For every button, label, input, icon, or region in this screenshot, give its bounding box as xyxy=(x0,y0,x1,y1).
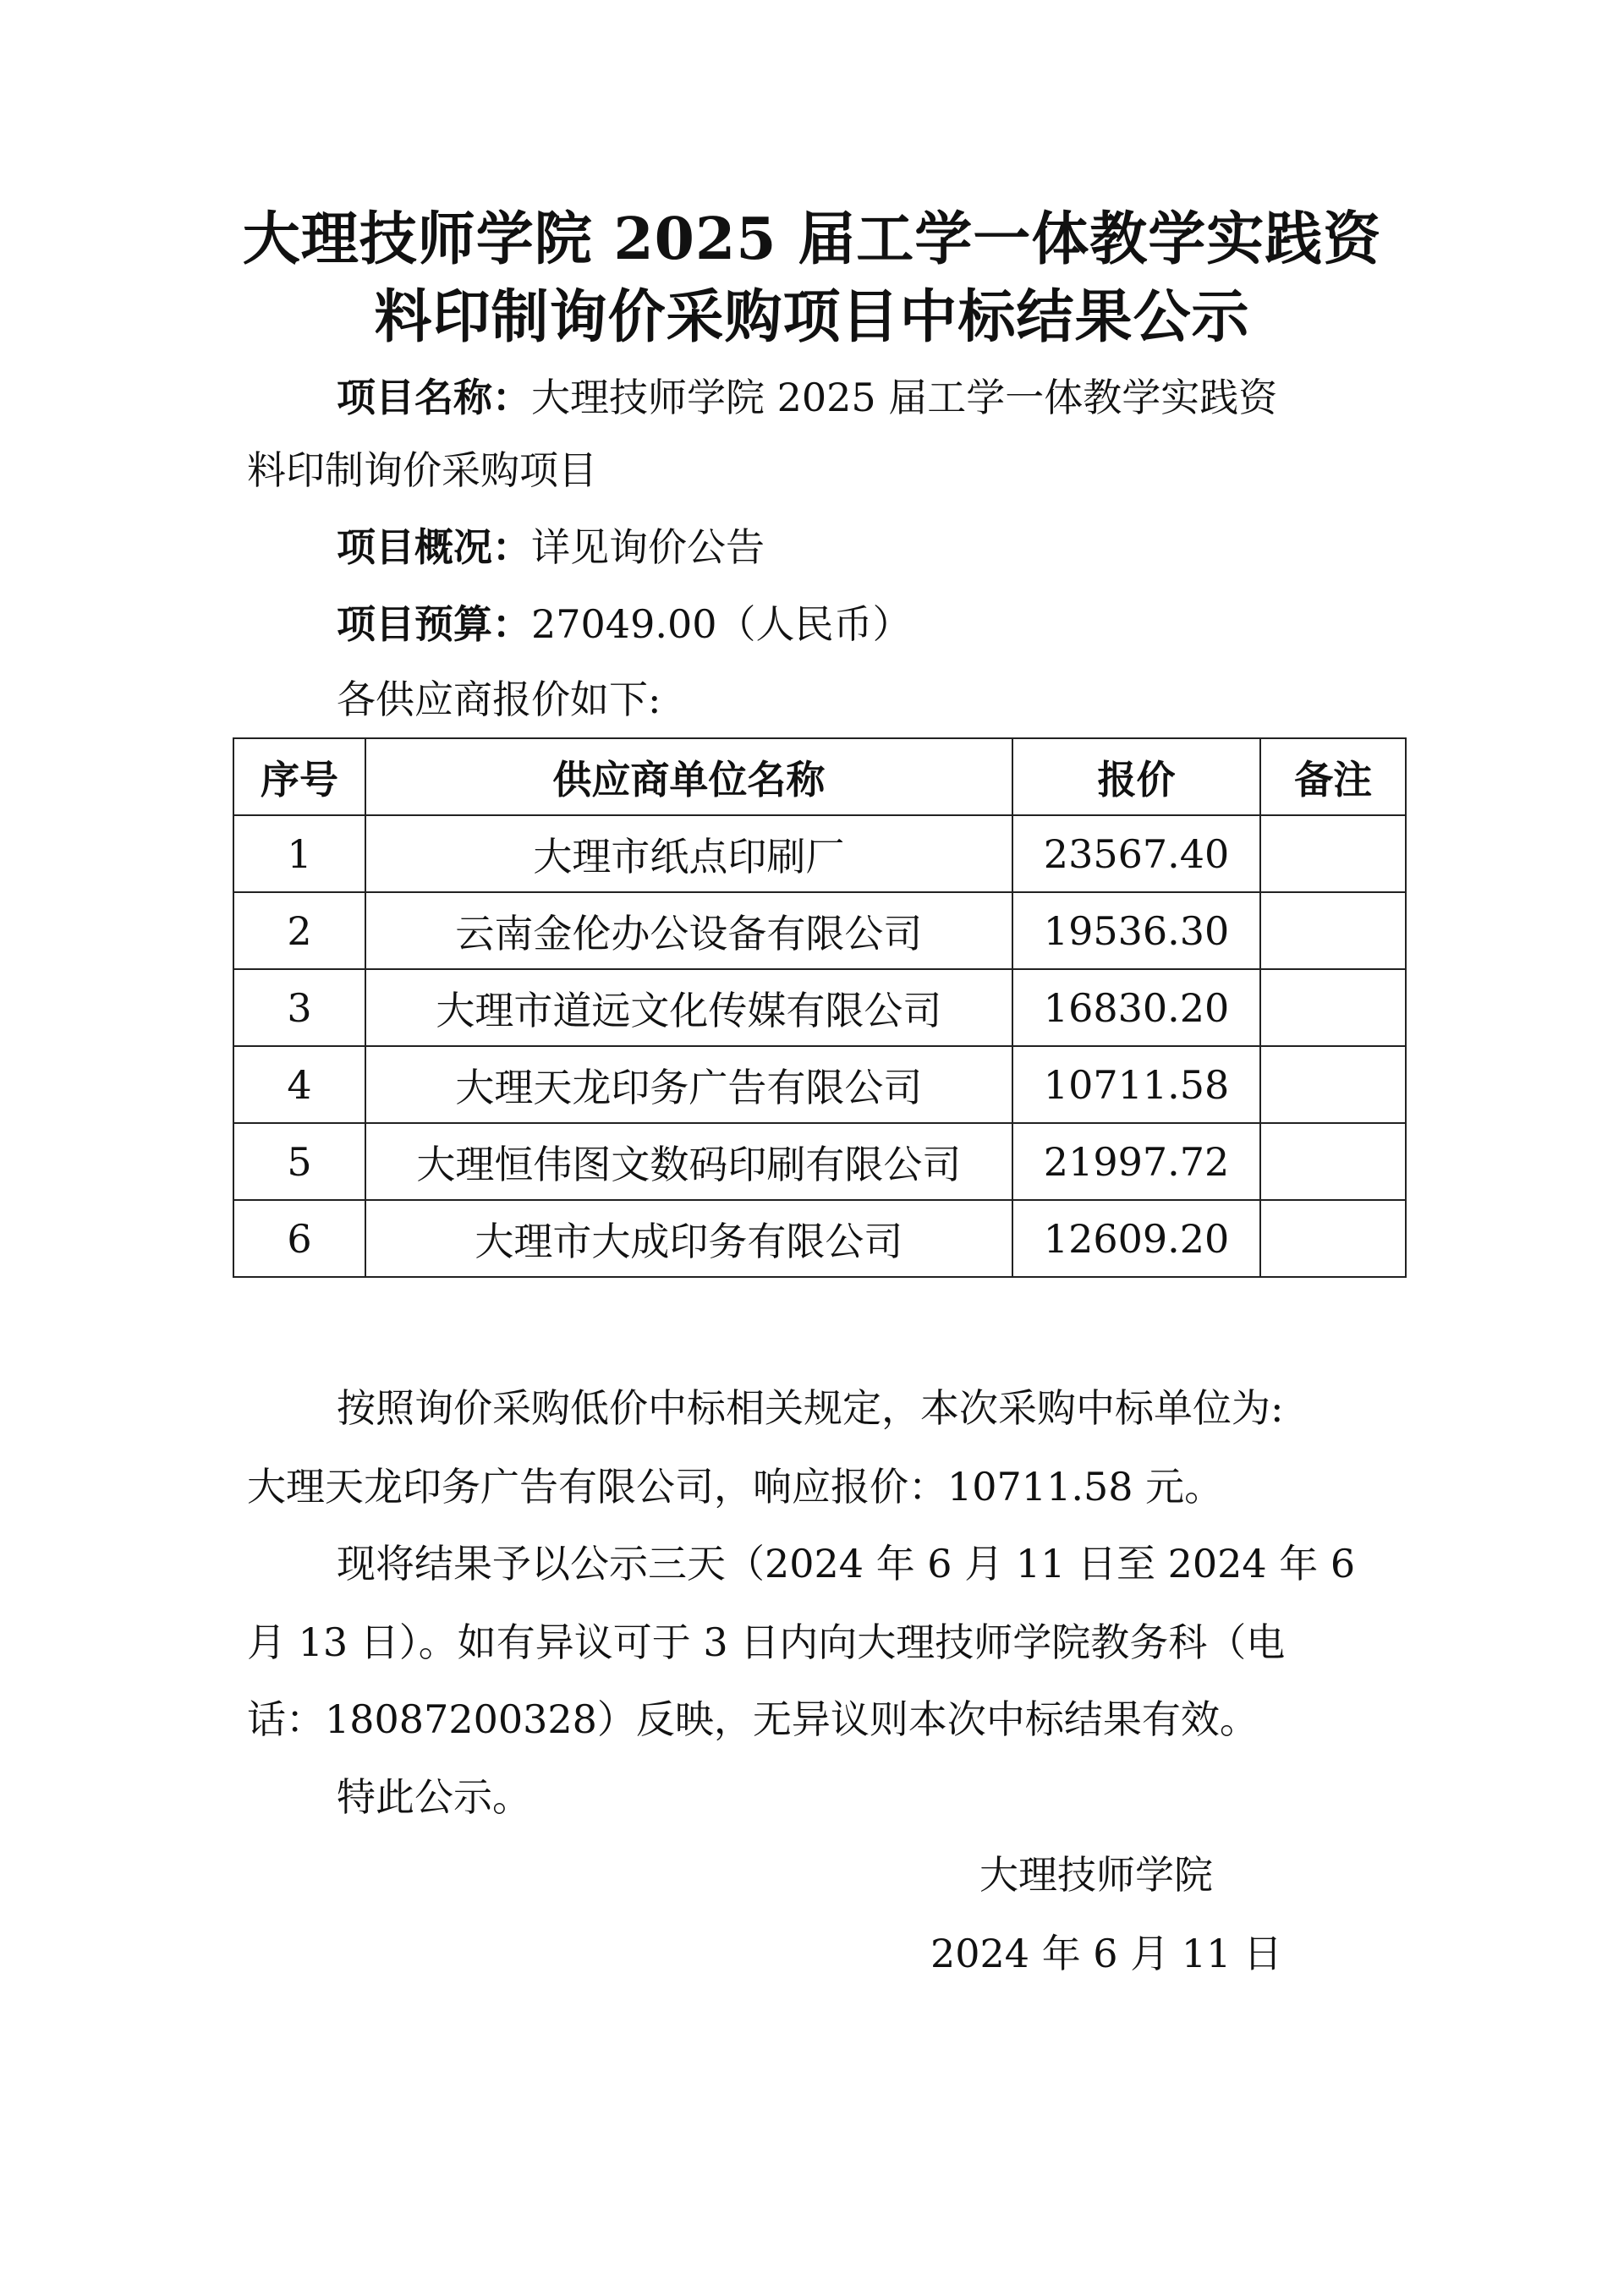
project-budget-label: 项目预算： xyxy=(337,601,531,647)
row-no: 5 xyxy=(233,1123,365,1200)
row-note xyxy=(1260,969,1406,1046)
project-name-label: 项目名称： xyxy=(337,375,531,420)
project-name-value: 大理技师学院 2025 届工学一体教学实践资 xyxy=(531,375,1278,420)
project-budget-row xyxy=(337,599,912,649)
signature-org: 大理技师学院 xyxy=(979,1852,1213,1898)
row-no: 2 xyxy=(233,892,365,969)
project-name-row xyxy=(337,372,1277,423)
row-supplier: 大理市道远文化传媒有限公司 xyxy=(365,969,1012,1046)
row-price: 10711.58 xyxy=(1012,1046,1260,1123)
header-price: 报价 xyxy=(1012,738,1260,815)
supplier-quotes-table xyxy=(233,737,1407,1278)
project-overview-row xyxy=(337,522,765,573)
quotes-intro: 各供应商报价如下: xyxy=(337,677,661,722)
row-price: 16830.20 xyxy=(1012,969,1260,1046)
row-price: 21997.72 xyxy=(1012,1123,1260,1200)
row-no: 4 xyxy=(233,1046,365,1123)
table-row xyxy=(233,1046,1406,1123)
row-price: 12609.20 xyxy=(1012,1200,1260,1277)
project-overview-value: 详见询价公告 xyxy=(531,524,765,570)
row-no: 6 xyxy=(233,1200,365,1277)
closing-text: 特此公示。 xyxy=(337,1774,531,1820)
table-row xyxy=(233,1123,1406,1200)
row-price: 19536.30 xyxy=(1012,892,1260,969)
project-budget-value: 27049.00（人民币） xyxy=(531,601,912,647)
table-row xyxy=(233,1200,1406,1277)
header-no: 序号 xyxy=(233,738,365,815)
row-note xyxy=(1260,1200,1406,1277)
table-row xyxy=(233,969,1406,1046)
row-note xyxy=(1260,1123,1406,1200)
notice-paragraph-line-1: 现将结果予以公示三天（2024 年 6 月 11 日至 2024 年 6 xyxy=(337,1541,1356,1586)
row-note xyxy=(1260,1046,1406,1123)
header-supplier: 供应商单位名称 xyxy=(365,738,1012,815)
project-overview-label: 项目概况： xyxy=(337,524,531,570)
header-note: 备注 xyxy=(1260,738,1406,815)
result-paragraph-line-1: 按照询价采购低价中标相关规定，本次采购中标单位为: xyxy=(337,1385,1284,1431)
table-header-row xyxy=(233,738,1406,815)
row-supplier: 大理天龙印务广告有限公司 xyxy=(365,1046,1012,1123)
row-no: 3 xyxy=(233,969,365,1046)
table-row xyxy=(233,892,1406,969)
row-note xyxy=(1260,815,1406,892)
notice-paragraph-line-2: 月 13 日）。如有异议可于 3 日内向大理技师学院教务科（电 xyxy=(247,1619,1286,1665)
row-supplier: 大理市大成印务有限公司 xyxy=(365,1200,1012,1277)
document-title-line-2: 料印制询价采购项目中标结果公示 xyxy=(374,283,1250,351)
result-paragraph-line-2: 大理天龙印务广告有限公司，响应报价：10711.58 元。 xyxy=(247,1464,1224,1510)
project-name-continuation: 料印制询价采购项目 xyxy=(247,447,597,493)
row-supplier: 云南金伦办公设备有限公司 xyxy=(365,892,1012,969)
row-note xyxy=(1260,892,1406,969)
document-title-line-1: 大理技师学院 2025 届工学一体教学实践资 xyxy=(242,205,1382,273)
signature-date: 2024 年 6 月 11 日 xyxy=(930,1931,1282,1976)
row-price: 23567.40 xyxy=(1012,815,1260,892)
table-row xyxy=(233,815,1406,892)
row-supplier: 大理市纸点印刷厂 xyxy=(365,815,1012,892)
notice-paragraph-line-3: 话：18087200328）反映，无异议则本次中标结果有效。 xyxy=(247,1696,1259,1742)
row-supplier: 大理恒伟图文数码印刷有限公司 xyxy=(365,1123,1012,1200)
row-no: 1 xyxy=(233,815,365,892)
